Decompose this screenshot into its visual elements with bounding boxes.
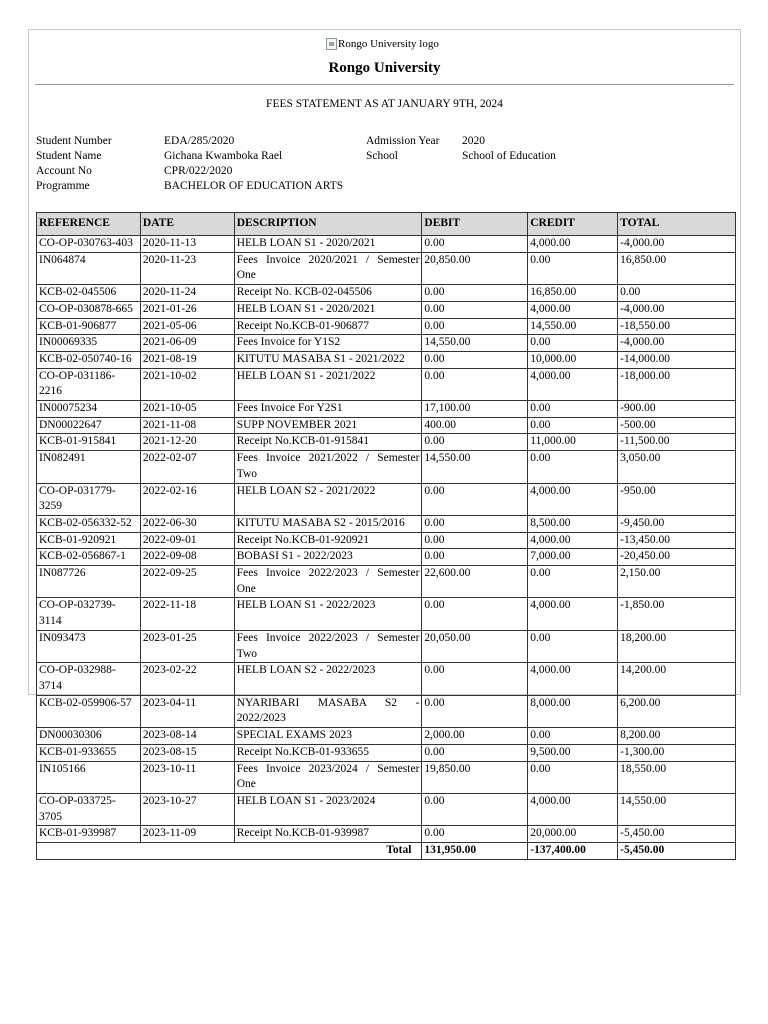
header-divider xyxy=(35,84,734,85)
cell-description: HELB LOAN S1 - 2021/2022 xyxy=(234,368,422,400)
cell-credit: 20,000.00 xyxy=(528,826,618,843)
cell-description: Fees Invoice 2023/2024 / Semester One xyxy=(234,761,422,793)
cell-description: Fees Invoice 2020/2021 / Semester One xyxy=(234,252,422,284)
cell-total: -14,000.00 xyxy=(618,351,736,368)
university-logo xyxy=(326,38,439,50)
cell-credit: 0.00 xyxy=(528,451,618,483)
cell-credit: 4,000.00 xyxy=(528,793,618,825)
cell-reference: IN00069335 xyxy=(37,335,141,352)
cell-debit: 14,550.00 xyxy=(422,335,528,352)
cell-description: KITUTU MASABA S2 - 2015/2016 xyxy=(234,515,422,532)
cell-credit: 0.00 xyxy=(528,417,618,434)
cell-date: 2023-08-15 xyxy=(140,744,234,761)
statement-frame xyxy=(28,29,741,857)
student-name-label: Student Name xyxy=(36,150,102,162)
cell-reference: CO-OP-031779-3259 xyxy=(37,483,141,515)
table-row xyxy=(37,663,736,695)
table-row xyxy=(37,761,736,793)
cell-credit: 4,000.00 xyxy=(528,368,618,400)
cell-debit: 17,100.00 xyxy=(422,401,528,418)
account-no-label: Account No xyxy=(36,165,92,177)
cell-total: -900.00 xyxy=(618,401,736,418)
cell-debit: 2,000.00 xyxy=(422,728,528,745)
cell-credit: 4,000.00 xyxy=(528,598,618,630)
cell-reference: KCB-01-939987 xyxy=(37,826,141,843)
admission-year-value: 2020 xyxy=(462,135,485,147)
cell-description: Receipt No.KCB-01-915841 xyxy=(234,434,422,451)
cell-debit: 400.00 xyxy=(422,417,528,434)
table-row xyxy=(37,417,736,434)
cell-date: 2022-02-07 xyxy=(140,451,234,483)
programme-value: BACHELOR OF EDUCATION ARTS xyxy=(164,180,344,192)
cell-date: 2021-05-06 xyxy=(140,318,234,335)
cell-date: 2022-02-16 xyxy=(140,483,234,515)
cell-reference: IN105166 xyxy=(37,761,141,793)
cell-total: -18,550.00 xyxy=(618,318,736,335)
table-row xyxy=(37,826,736,843)
table-row xyxy=(37,515,736,532)
cell-total: 18,550.00 xyxy=(618,761,736,793)
column-header-description: DESCRIPTION xyxy=(234,213,422,236)
cell-total: -500.00 xyxy=(618,417,736,434)
cell-credit: 4,000.00 xyxy=(528,236,618,253)
cell-credit: 9,500.00 xyxy=(528,744,618,761)
cell-date: 2021-12-20 xyxy=(140,434,234,451)
cell-credit: 11,000.00 xyxy=(528,434,618,451)
cell-date: 2021-06-09 xyxy=(140,335,234,352)
cell-description: Fees Invoice 2021/2022 / Semester Two xyxy=(234,451,422,483)
cell-total: -1,850.00 xyxy=(618,598,736,630)
cell-credit: 0.00 xyxy=(528,761,618,793)
table-row xyxy=(37,549,736,566)
cell-reference: CO-OP-033725-3705 xyxy=(37,793,141,825)
cell-debit: 0.00 xyxy=(422,532,528,549)
cell-description: Receipt No.KCB-01-920921 xyxy=(234,532,422,549)
cell-debit: 0.00 xyxy=(422,793,528,825)
student-name-value: Gichana Kwamboka Rael xyxy=(164,150,283,162)
cell-debit: 0.00 xyxy=(422,285,528,302)
cell-credit: 8,000.00 xyxy=(528,695,618,727)
school-label: School xyxy=(366,150,398,162)
cell-reference: KCB-01-915841 xyxy=(37,434,141,451)
cell-date: 2020-11-24 xyxy=(140,285,234,302)
statement-title: FEES STATEMENT AS AT JANUARY 9TH, 2024 xyxy=(266,98,503,110)
table-row xyxy=(37,318,736,335)
cell-description: Receipt No.KCB-01-906877 xyxy=(234,318,422,335)
cell-credit: 10,000.00 xyxy=(528,351,618,368)
cell-reference: CO-OP-032739-3114 xyxy=(37,598,141,630)
cell-description: Receipt No. KCB-02-045506 xyxy=(234,285,422,302)
cell-credit: 4,000.00 xyxy=(528,301,618,318)
cell-debit: 0.00 xyxy=(422,826,528,843)
cell-reference: KCB-01-933655 xyxy=(37,744,141,761)
cell-date: 2023-02-22 xyxy=(140,663,234,695)
table-row xyxy=(37,566,736,598)
broken-image-icon xyxy=(326,38,337,50)
university-name: Rongo University xyxy=(328,60,441,76)
logo-alt-text: Rongo University logo xyxy=(338,38,439,50)
column-header-date: DATE xyxy=(140,213,234,236)
cell-date: 2021-10-02 xyxy=(140,368,234,400)
cell-date: 2022-11-18 xyxy=(140,598,234,630)
cell-credit: 0.00 xyxy=(528,252,618,284)
cell-credit: 4,000.00 xyxy=(528,483,618,515)
cell-reference: CO-OP-030878-665 xyxy=(37,301,141,318)
table-row xyxy=(37,236,736,253)
cell-total: -11,500.00 xyxy=(618,434,736,451)
cell-reference: IN082491 xyxy=(37,451,141,483)
cell-description: HELB LOAN S1 - 2022/2023 xyxy=(234,598,422,630)
cell-credit: 0.00 xyxy=(528,630,618,662)
table-row xyxy=(37,695,736,727)
cell-total: -4,000.00 xyxy=(618,335,736,352)
table-row xyxy=(37,368,736,400)
table-row xyxy=(37,301,736,318)
student-info-labels xyxy=(36,134,112,194)
cell-total: 6,200.00 xyxy=(618,695,736,727)
totals-row xyxy=(37,843,736,860)
cell-date: 2021-10-05 xyxy=(140,401,234,418)
cell-debit: 0.00 xyxy=(422,368,528,400)
column-header-total: TOTAL xyxy=(618,213,736,236)
cell-date: 2020-11-13 xyxy=(140,236,234,253)
cell-credit: 16,850.00 xyxy=(528,285,618,302)
cell-debit: 0.00 xyxy=(422,318,528,335)
cell-reference: CO-OP-032988-3714 xyxy=(37,663,141,695)
cell-reference: DN00022647 xyxy=(37,417,141,434)
student-info-values xyxy=(164,134,343,194)
cell-total: 0.00 xyxy=(618,285,736,302)
total-balance: -5,450.00 xyxy=(618,843,736,860)
table-row xyxy=(37,434,736,451)
cell-credit: 0.00 xyxy=(528,335,618,352)
table-row xyxy=(37,744,736,761)
cell-credit: 0.00 xyxy=(528,401,618,418)
cell-total: 14,550.00 xyxy=(618,793,736,825)
cell-total: -1,300.00 xyxy=(618,744,736,761)
cell-date: 2022-09-08 xyxy=(140,549,234,566)
cell-total: -4,000.00 xyxy=(618,301,736,318)
cell-debit: 0.00 xyxy=(422,236,528,253)
table-row xyxy=(37,252,736,284)
cell-reference: KCB-01-906877 xyxy=(37,318,141,335)
fees-ledger-table xyxy=(36,212,736,860)
cell-credit: 7,000.00 xyxy=(528,549,618,566)
cell-debit: 0.00 xyxy=(422,301,528,318)
cell-date: 2023-08-14 xyxy=(140,728,234,745)
cell-date: 2021-11-08 xyxy=(140,417,234,434)
cell-total: 18,200.00 xyxy=(618,630,736,662)
cell-total: 14,200.00 xyxy=(618,663,736,695)
cell-debit: 0.00 xyxy=(422,549,528,566)
cell-reference: IN093473 xyxy=(37,630,141,662)
cell-debit: 0.00 xyxy=(422,695,528,727)
cell-description: SPECIAL EXAMS 2023 xyxy=(234,728,422,745)
table-row xyxy=(37,351,736,368)
cell-date: 2020-11-23 xyxy=(140,252,234,284)
cell-total: -9,450.00 xyxy=(618,515,736,532)
cell-date: 2023-04-11 xyxy=(140,695,234,727)
cell-debit: 0.00 xyxy=(422,663,528,695)
programme-label: Programme xyxy=(36,180,90,192)
cell-total: 8,200.00 xyxy=(618,728,736,745)
total-debit: 131,950.00 xyxy=(422,843,528,860)
cell-date: 2022-06-30 xyxy=(140,515,234,532)
cell-reference: CO-OP-031186-2216 xyxy=(37,368,141,400)
cell-total: -13,450.00 xyxy=(618,532,736,549)
cell-debit: 0.00 xyxy=(422,744,528,761)
cell-description: HELB LOAN S2 - 2021/2022 xyxy=(234,483,422,515)
cell-description: HELB LOAN S1 - 2020/2021 xyxy=(234,236,422,253)
admission-year-label: Admission Year xyxy=(366,135,440,147)
cell-total: 16,850.00 xyxy=(618,252,736,284)
cell-credit: 0.00 xyxy=(528,566,618,598)
cell-description: HELB LOAN S1 - 2023/2024 xyxy=(234,793,422,825)
cell-reference: KCB-02-056867-1 xyxy=(37,549,141,566)
cell-total: 3,050.00 xyxy=(618,451,736,483)
cell-reference: KCB-02-056332-52 xyxy=(37,515,141,532)
cell-total: -950.00 xyxy=(618,483,736,515)
cell-debit: 0.00 xyxy=(422,351,528,368)
cell-description: Fees Invoice for Y1S2 xyxy=(234,335,422,352)
cell-credit: 4,000.00 xyxy=(528,532,618,549)
cell-reference: IN087726 xyxy=(37,566,141,598)
total-label: Total xyxy=(37,843,422,860)
table-row xyxy=(37,335,736,352)
cell-credit: 0.00 xyxy=(528,728,618,745)
cell-debit: 20,850.00 xyxy=(422,252,528,284)
cell-date: 2022-09-25 xyxy=(140,566,234,598)
cell-description: SUPP NOVEMBER 2021 xyxy=(234,417,422,434)
cell-reference: KCB-02-059906-57 xyxy=(37,695,141,727)
admission-school-labels xyxy=(366,134,439,164)
cell-date: 2022-09-01 xyxy=(140,532,234,549)
cell-description: BOBASI S1 - 2022/2023 xyxy=(234,549,422,566)
cell-date: 2023-01-25 xyxy=(140,630,234,662)
cell-debit: 19,850.00 xyxy=(422,761,528,793)
cell-description: Fees Invoice 2022/2023 / Semester Two xyxy=(234,630,422,662)
cell-total: 2,150.00 xyxy=(618,566,736,598)
cell-debit: 20,050.00 xyxy=(422,630,528,662)
cell-total: -4,000.00 xyxy=(618,236,736,253)
total-credit: -137,400.00 xyxy=(528,843,618,860)
cell-description: Fees Invoice 2022/2023 / Semester One xyxy=(234,566,422,598)
cell-description: Receipt No.KCB-01-933655 xyxy=(234,744,422,761)
admission-school-values xyxy=(462,134,556,164)
cell-description: Receipt No.KCB-01-939987 xyxy=(234,826,422,843)
student-number-value: EDA/285/2020 xyxy=(164,135,235,147)
cell-debit: 0.00 xyxy=(422,434,528,451)
cell-debit: 0.00 xyxy=(422,515,528,532)
cell-description: KITUTU MASABA S1 - 2021/2022 xyxy=(234,351,422,368)
cell-reference: IN064874 xyxy=(37,252,141,284)
cell-debit: 22,600.00 xyxy=(422,566,528,598)
cell-credit: 14,550.00 xyxy=(528,318,618,335)
cell-debit: 0.00 xyxy=(422,598,528,630)
cell-description: NYARIBARI MASABA S2 - 2022/2023 xyxy=(234,695,422,727)
cell-date: 2023-11-09 xyxy=(140,826,234,843)
account-no-value: CPR/022/2020 xyxy=(164,165,233,177)
student-number-label: Student Number xyxy=(36,135,112,147)
cell-reference: KCB-02-045506 xyxy=(37,285,141,302)
table-row xyxy=(37,401,736,418)
table-row xyxy=(37,630,736,662)
table-header-row xyxy=(37,213,736,236)
cell-debit: 14,550.00 xyxy=(422,451,528,483)
cell-date: 2021-01-26 xyxy=(140,301,234,318)
cell-reference: IN00075234 xyxy=(37,401,141,418)
table-row xyxy=(37,451,736,483)
cell-description: HELB LOAN S2 - 2022/2023 xyxy=(234,663,422,695)
column-header-debit: DEBIT xyxy=(422,213,528,236)
cell-total: -5,450.00 xyxy=(618,826,736,843)
cell-total: -20,450.00 xyxy=(618,549,736,566)
cell-date: 2023-10-27 xyxy=(140,793,234,825)
cell-description: Fees Invoice For Y2S1 xyxy=(234,401,422,418)
cell-debit: 0.00 xyxy=(422,483,528,515)
cell-reference: KCB-02-050740-16 xyxy=(37,351,141,368)
table-row xyxy=(37,598,736,630)
cell-date: 2021-08-19 xyxy=(140,351,234,368)
column-header-reference: REFERENCE xyxy=(37,213,141,236)
cell-date: 2023-10-11 xyxy=(140,761,234,793)
cell-credit: 4,000.00 xyxy=(528,663,618,695)
cell-total: -18,000.00 xyxy=(618,368,736,400)
cell-credit: 8,500.00 xyxy=(528,515,618,532)
table-row xyxy=(37,483,736,515)
school-value: School of Education xyxy=(462,150,556,162)
cell-reference: DN00030306 xyxy=(37,728,141,745)
table-row xyxy=(37,793,736,825)
cell-description: HELB LOAN S1 - 2020/2021 xyxy=(234,301,422,318)
table-row xyxy=(37,285,736,302)
column-header-credit: CREDIT xyxy=(528,213,618,236)
table-row xyxy=(37,532,736,549)
cell-reference: CO-OP-030763-403 xyxy=(37,236,141,253)
table-row xyxy=(37,728,736,745)
cell-reference: KCB-01-920921 xyxy=(37,532,141,549)
